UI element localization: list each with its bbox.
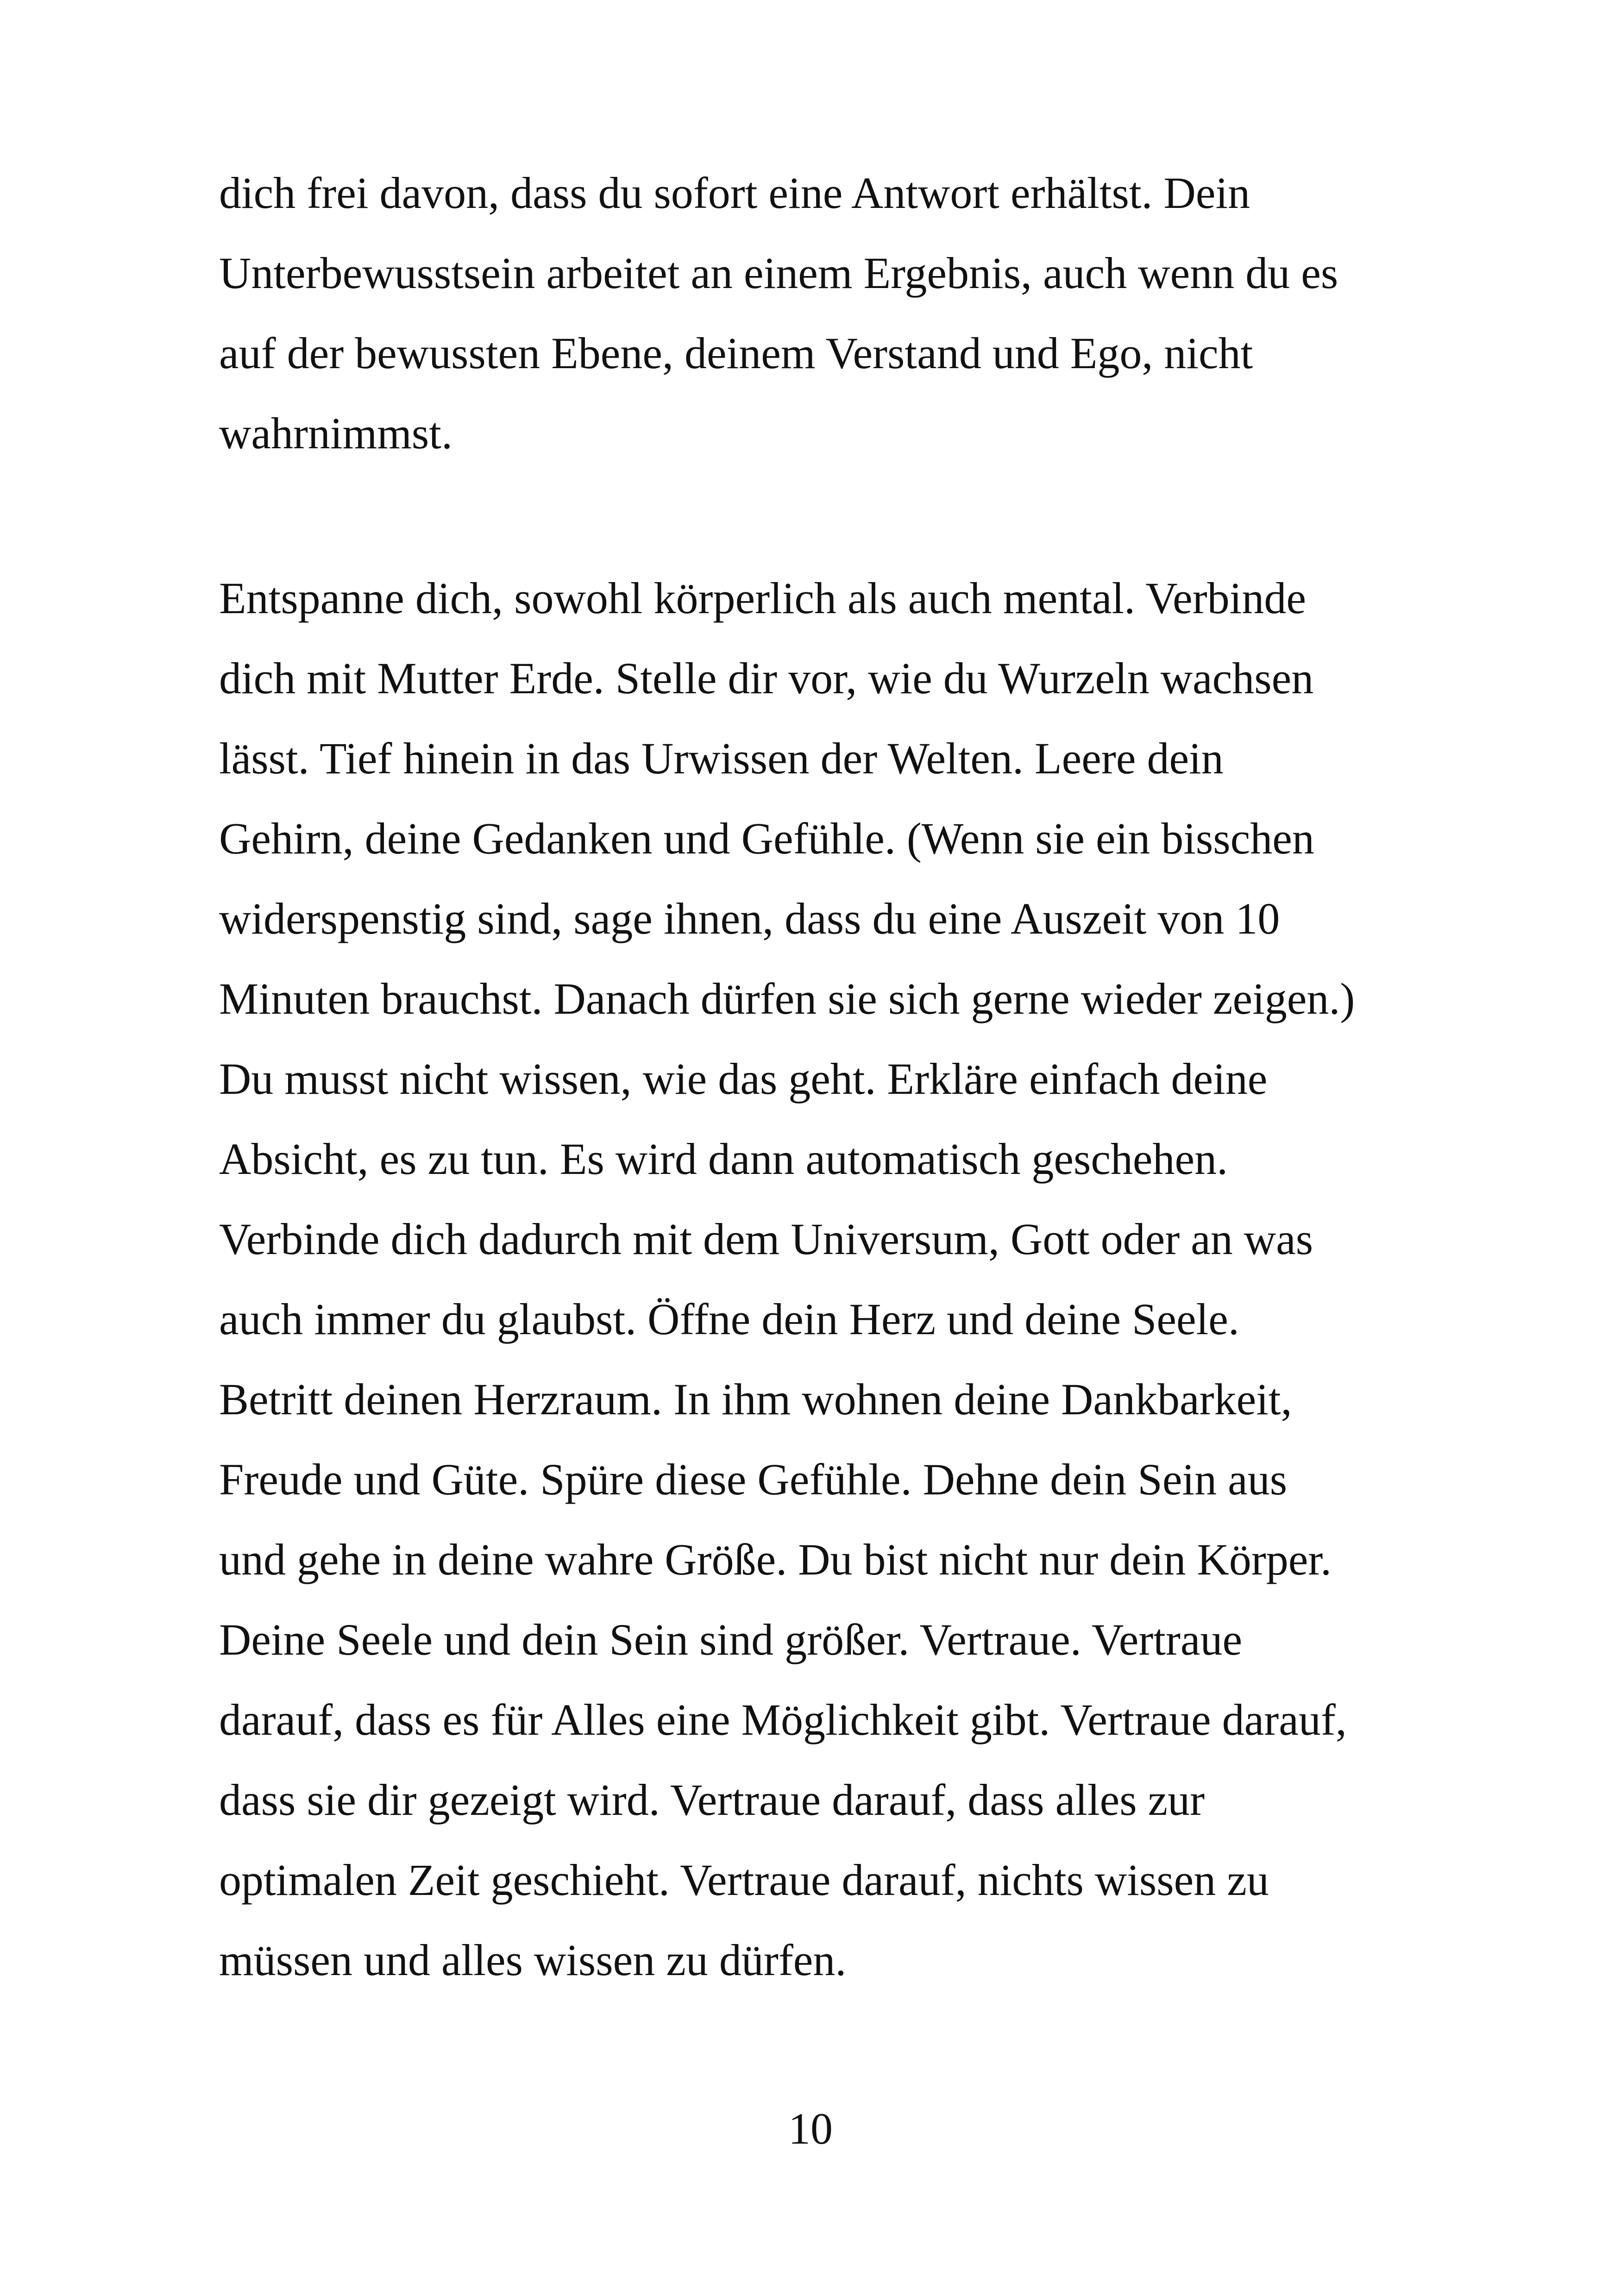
text-line: darauf, dass es für Alles eine Möglichkeit gibt. Vertraue darauf, [219,1695,1347,1744]
text-line: dass sie dir gezeigt wird. Vertraue darauf, dass alles zur [219,1775,1205,1825]
text-line: Deine Seele und dein Sein sind größer. Vertraue. Vertraue [219,1615,1243,1664]
text-line: lässt. Tief hinein in das Urwissen der Welten. Leere dein [219,734,1224,783]
paragraph-1 [219,153,1470,473]
text-line: Entspanne dich, sowohl körperlich als auch mental. Verbinde [219,573,1306,623]
text-line: Freude und Güte. Spüre diese Gefühle. Dehne dein Sein aus [219,1455,1288,1504]
text-line: auf der bewussten Ebene, deinem Verstand und Ego, nicht [219,328,1253,378]
text-line: auch immer du glaubst. Öffne dein Herz und deine Seele. [219,1294,1239,1344]
text-line: Gehirn, deine Gedanken und Gefühle. (Wenn sie ein bisschen [219,814,1314,863]
text-line: müssen und alles wissen zu dürfen. [219,1935,847,1985]
text-line: widerspenstig sind, sage ihnen, dass du eine Auszeit von 10 [219,894,1280,943]
page-number: 10 [788,2104,833,2153]
text-line: Verbinde dich dadurch mit dem Universum, Gott oder an was [219,1214,1313,1264]
text-line: dich mit Mutter Erde. Stelle dir vor, wie du Wurzeln wachsen [219,653,1314,703]
text-line: Unterbewusstsein arbeitet an einem Ergebnis, auch wenn du es [219,248,1338,298]
text-line: optimalen Zeit geschieht. Vertraue darauf, nichts wissen zu [219,1855,1269,1905]
text-line: dich frei davon, dass du sofort eine Antwort erhältst. Dein [219,168,1250,218]
text-line: wahrnimmst. [219,408,452,458]
text-line: Betritt deinen Herzraum. In ihm wohnen deine Dankbarkeit, [219,1374,1292,1424]
text-line: Du musst nicht wissen, wie das geht. Erkläre einfach deine [219,1054,1268,1104]
text-line: Absicht, es zu tun. Es wird dann automatisch geschehen. [219,1134,1228,1184]
text-line: und gehe in deine wahre Größe. Du bist nicht nur dein Körper. [219,1535,1332,1584]
text-line: Minuten brauchst. Danach dürfen sie sich gerne wieder zeigen.) [219,974,1355,1023]
paragraph-2 [219,558,1470,2000]
